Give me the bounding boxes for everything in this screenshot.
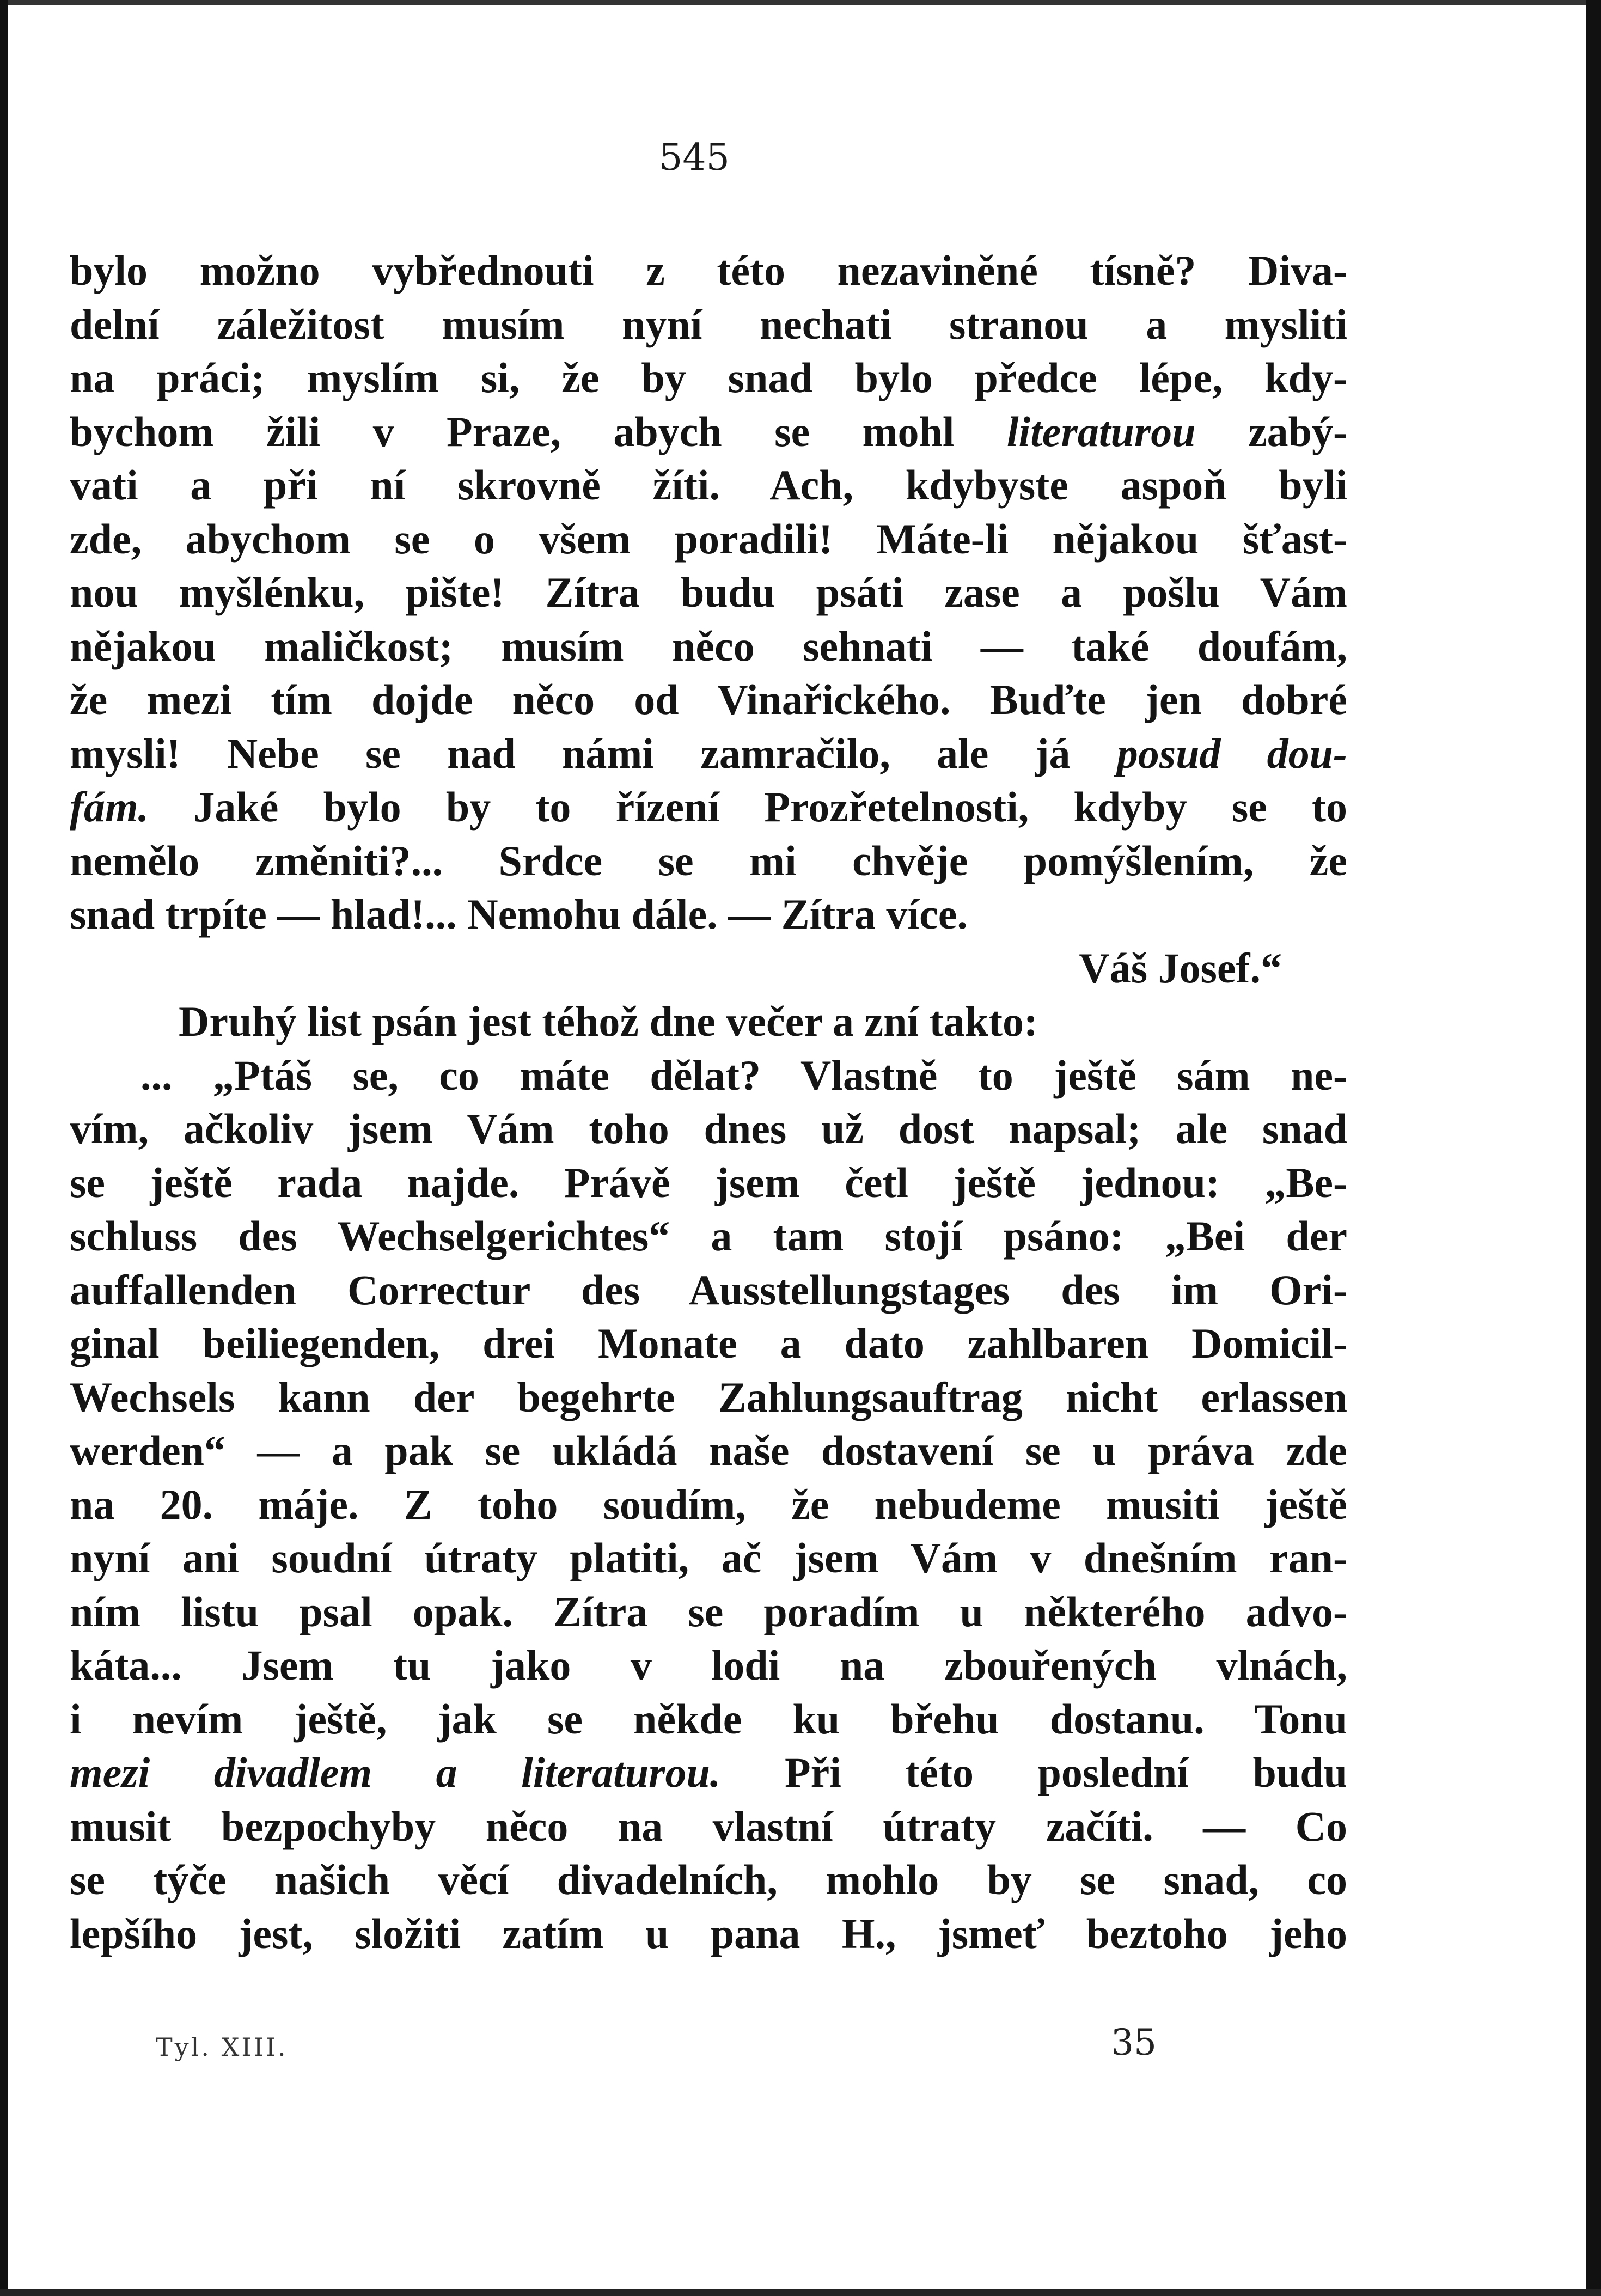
text-line: delní záležitost musím nyní nechati stranou a mysliti [70,300,1347,348]
text-segment: zabý- [1195,407,1347,455]
text-segment: Jaké bylo by to řízení Prozřetelnosti, kdyby se to [149,783,1347,831]
text-line: auffallenden Correctur des Ausstellungstages des im Ori- [70,1266,1347,1314]
text-line: schluss des Wechselgerichtes“ a tam stojí psáno: „Bei der [70,1212,1347,1260]
signature-mark: Tyl. XIII. [156,2032,288,2062]
text-line: nemělo změniti?... Srdce se mi chvěje pomýšlením, že [70,836,1347,884]
text-line: zde, abychom se o všem poradili! Máte-li nějakou šťast- [70,515,1347,563]
text-line: i nevím ještě, jak se někde ku břehu dostanu. Tonu [70,1695,1347,1743]
text-line: ... „Ptáš se, co máte dělat? Vlastně to ještě sám ne- [140,1051,1347,1099]
text-line: Wechsels kann der begehrte Zahlungsauftrag nicht erlassen [70,1373,1347,1421]
scan-border-left [0,0,8,2296]
text-line: lepšího jest, složiti zatím u pana H., jsmeť beztoho jeho [70,1909,1347,1957]
text-line: vím, ačkoliv jsem Vám toho dnes už dost napsal; ale snad [70,1105,1347,1152]
sheet-number: 35 [1111,2022,1157,2063]
text-line: nyní ani soudní útraty platiti, ač jsem Vám v dnešním ran- [70,1534,1347,1581]
scan-border-bottom [0,2289,1601,2296]
letter-signature: Váš Josef.“ [1079,944,1282,992]
text-line: že mezi tím dojde něco od Vinařického. Buďte jen dobré [70,676,1347,723]
text-line: werden“ — a pak se ukládá naše dostavení se u práva zde [70,1427,1347,1474]
text-segment: mysli! Nebe se nad námi zamračilo, ale já [70,729,1117,777]
italic-emphasis: fám. [70,783,149,831]
text-line: nějakou maličkost; musím něco sehnati — také doufám, [70,622,1347,670]
italic-emphasis: posud dou- [1116,729,1348,777]
italic-emphasis: literaturou [1006,407,1196,455]
text-segment: Při této poslední budu [720,1749,1348,1796]
text-line: snad trpíte — hlad!... Nemohu dále. — Zítra více. [70,890,968,938]
text-line: musit bezpochyby něco na vlastní útraty začíti. — Co [70,1802,1347,1850]
text-line: vati a při ní skrovně žíti. Ach, kdybyste aspoň byli [70,461,1347,509]
body-text [70,244,1347,1961]
text-line: Druhý list psán jest téhož dne večer a zní takto: [179,998,1038,1045]
text-line: nou myšlénku, pište! Zítra budu psáti zase a pošlu Vám [70,569,1347,616]
scan-border-top [0,0,1601,5]
text-segment: bychom žili v Praze, abych se mohl [70,407,1007,455]
scan-border-right [1586,0,1601,2296]
text-line: ginal beiliegenden, drei Monate a dato zahlbaren Domicil- [70,1320,1347,1367]
text-line [70,405,1347,459]
text-line [70,727,1347,781]
text-line: se týče našich věcí divadelních, mohlo by se snad, co [70,1856,1347,1903]
italic-emphasis: mezi divadlem a literaturou. [70,1749,721,1796]
page-number: 545 [659,136,730,179]
text-line [70,780,1347,834]
text-line: káta... Jsem tu jako v lodi na zbouřených vlnách, [70,1641,1347,1689]
text-line [70,1746,1347,1800]
text-line: ním listu psal opak. Zítra se poradím u některého advo- [70,1587,1347,1635]
text-line: bylo možno vybřednouti z této nezaviněné tísně? Diva- [70,247,1347,294]
text-line: na 20. máje. Z toho soudím, že nebudeme musiti ještě [70,1480,1347,1528]
text-line: na práci; myslím si, že by snad bylo předce lépe, kdy- [70,354,1347,401]
text-line: se ještě rada najde. Právě jsem četl ještě jednou: „Be- [70,1158,1347,1206]
